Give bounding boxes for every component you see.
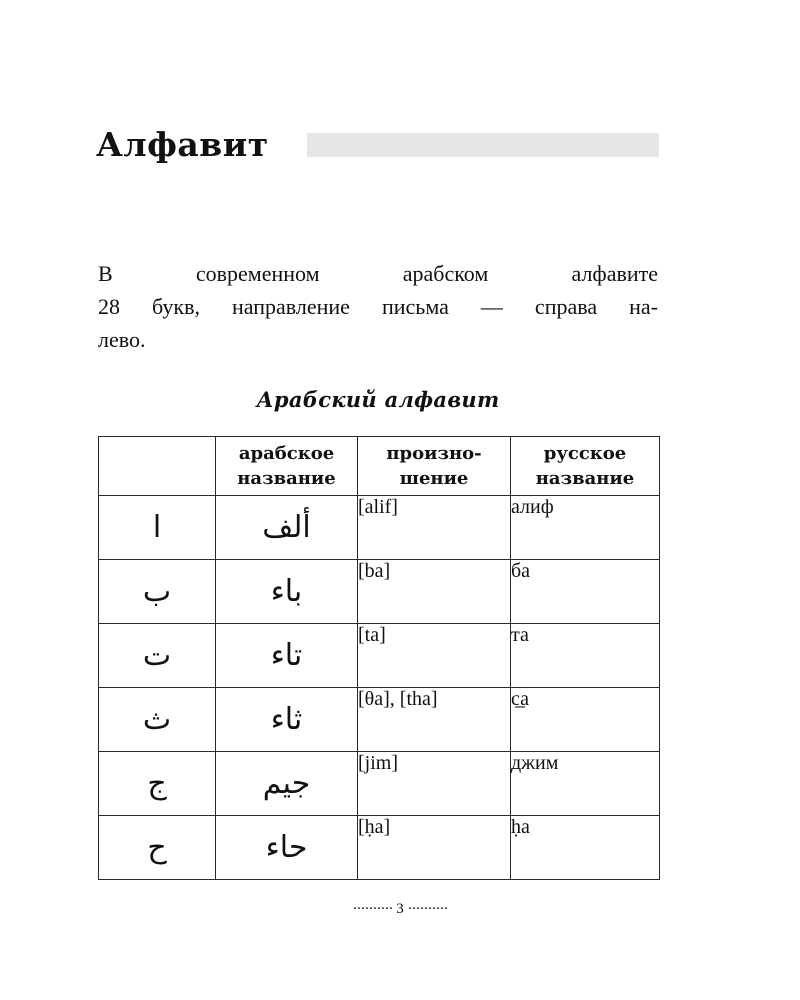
arabic-name: باء (216, 560, 358, 624)
russian-name: алиф (511, 496, 660, 560)
table-caption: Арабский алфавит (256, 387, 500, 412)
table-row (99, 752, 660, 816)
intro-paragraph (98, 257, 658, 356)
arabic-letter: ج (99, 752, 216, 816)
russian-name: ḥа (511, 816, 660, 880)
header-pronunciation: произно- шение (358, 437, 511, 496)
pronunciation: [jim] (358, 752, 511, 816)
arabic-name: حاء (216, 816, 358, 880)
pronunciation: [ba] (358, 560, 511, 624)
arabic-name: ثاء (216, 688, 358, 752)
arabic-letter: ا (99, 496, 216, 560)
header-russian-name: русское название (511, 437, 660, 496)
russian-name: та (511, 624, 660, 688)
intro-line: 28 букв, направление письма — справа на- (98, 294, 658, 319)
page-number-dots-left: ·········· (352, 901, 393, 917)
arabic-letter: ث (99, 688, 216, 752)
arabic-letter: ت (99, 624, 216, 688)
arabic-letter: ح (99, 816, 216, 880)
pronunciation: [ta] (358, 624, 511, 688)
arabic-letter: ب (99, 560, 216, 624)
alphabet-table (98, 436, 660, 880)
russian-name: с̲а (511, 688, 660, 752)
pronunciation: [θa], [tha] (358, 688, 511, 752)
table-row (99, 688, 660, 752)
intro-line: лево. (98, 327, 146, 352)
table-row (99, 496, 660, 560)
page-number (0, 898, 800, 920)
russian-name: ба (511, 560, 660, 624)
page-number-value: 3 (396, 901, 404, 917)
page-number-dots-right: ·········· (407, 901, 448, 917)
pronunciation: [alif] (358, 496, 511, 560)
intro-line: В современном арабском алфавите (98, 261, 658, 286)
table-row (99, 816, 660, 880)
title-decoration-bar (307, 133, 659, 157)
pronunciation: [ḥa] (358, 816, 511, 880)
russian-name: джим (511, 752, 660, 816)
arabic-name: جيم (216, 752, 358, 816)
table-row (99, 560, 660, 624)
table-row (99, 624, 660, 688)
arabic-name: ألف (216, 496, 358, 560)
header-letter (99, 437, 216, 496)
arabic-name: تاء (216, 624, 358, 688)
page-title: Алфавит (96, 125, 269, 164)
table-header-row (99, 437, 660, 496)
header-arabic-name: арабское название (216, 437, 358, 496)
